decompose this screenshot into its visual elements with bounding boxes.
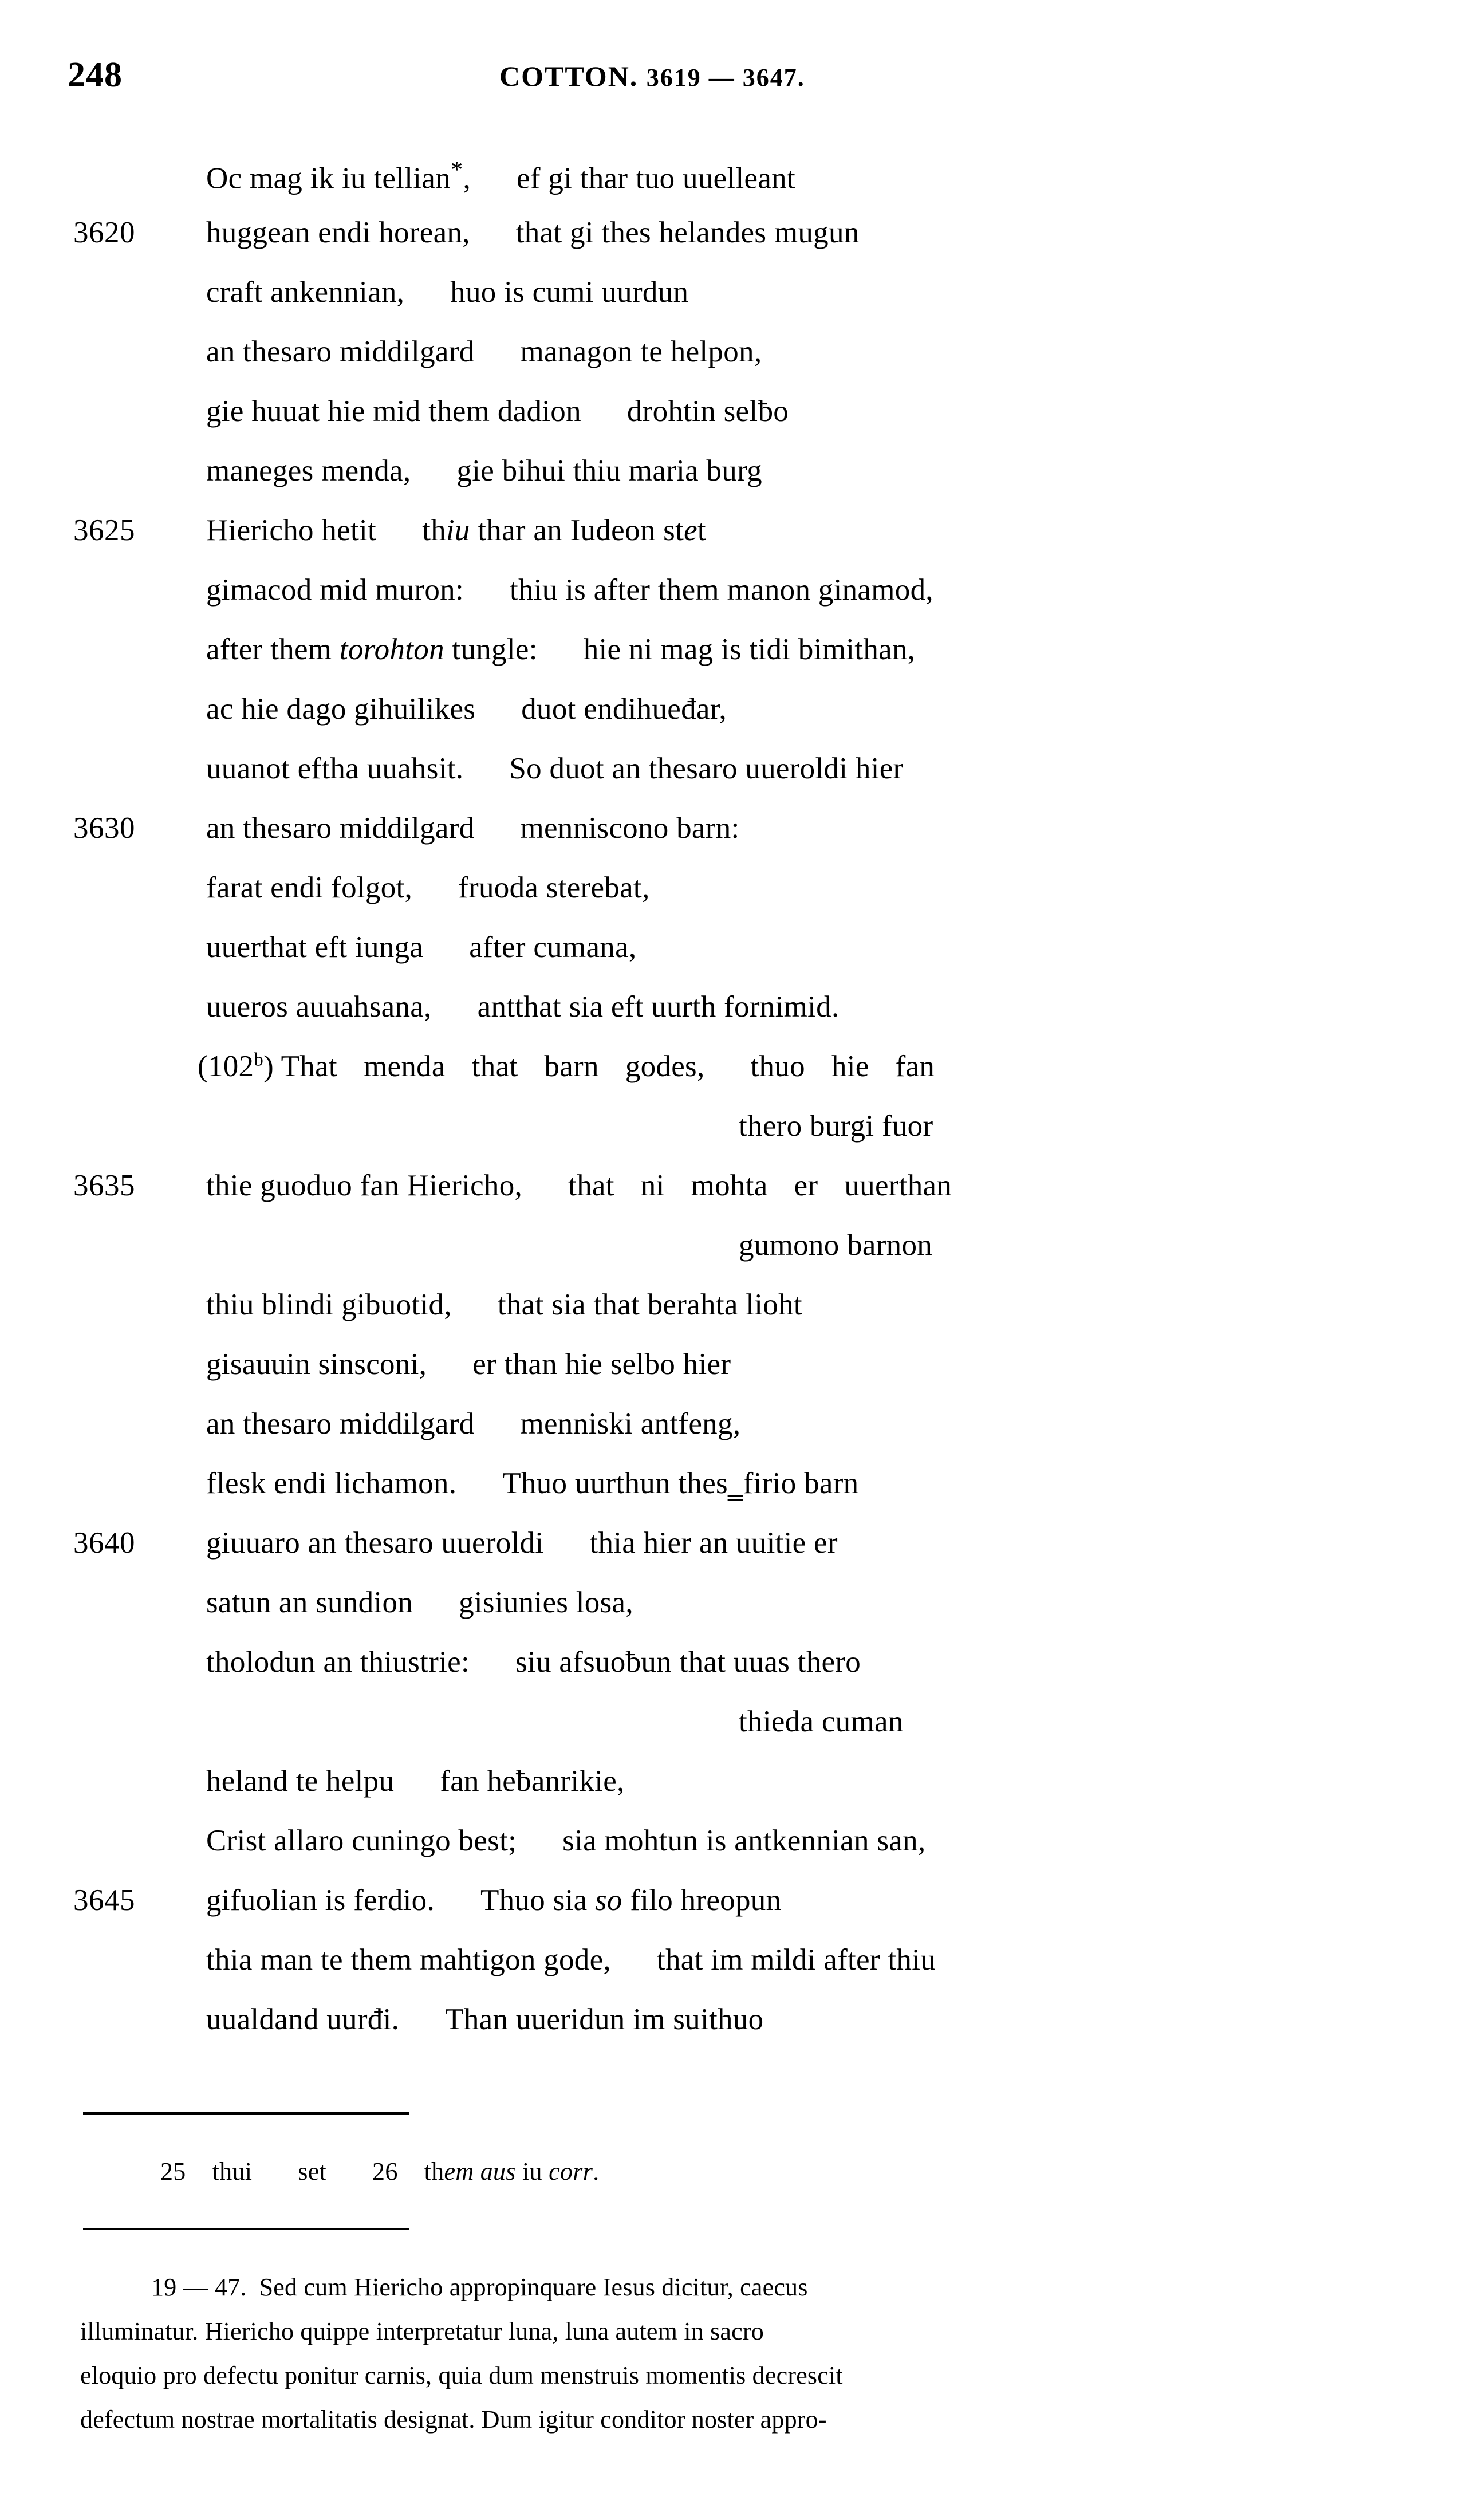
commentary-divider-rule	[83, 2228, 409, 2230]
verse-line-text	[739, 1704, 904, 1739]
verse-line	[0, 2002, 1466, 2062]
verse-line	[0, 1049, 1466, 1109]
verse-line-text	[206, 1764, 625, 1798]
verse-line-text	[206, 334, 762, 369]
running-head-line-range: 3619 — 3647.	[646, 64, 805, 92]
verse-line-number: 3625	[73, 514, 135, 547]
verse-line-text	[206, 1645, 861, 1679]
verse-text-run: So duot an thesaro uueroldi hier	[509, 752, 904, 785]
verse-text-run: that	[568, 1169, 614, 1202]
verse-line-text	[206, 513, 706, 548]
verse-line	[0, 1883, 1466, 1943]
latin-commentary	[80, 2265, 1392, 2442]
emphasis-text: iu	[446, 514, 470, 547]
verse-line	[0, 1109, 1466, 1168]
verse-line	[0, 632, 1466, 692]
verse-text-run: giuuaro an thesaro uueroldi	[206, 1526, 544, 1560]
verse-line-number: 3620	[73, 216, 135, 249]
verse-line	[0, 871, 1466, 930]
verse-line-number: 3635	[73, 1169, 135, 1202]
verse-text-run: thero burgi fuor	[739, 1109, 933, 1143]
verse-text-run: uuanot eftha uuahsit.	[206, 752, 464, 785]
verse-line-text	[206, 1347, 731, 1381]
verse-line-text	[206, 1287, 802, 1322]
verse-text-run: uuerthan	[844, 1169, 952, 1202]
verse-text-run: gie huuat hie mid them dadion	[206, 395, 581, 428]
verse-line	[0, 215, 1466, 275]
verse-line	[0, 334, 1466, 394]
verse-text-run: craft ankennian,	[206, 275, 405, 309]
verse-text-run: huo is cumi uurdun	[450, 275, 689, 309]
verse-text-run: thar an Iudeon st	[470, 514, 684, 547]
verse-line	[0, 573, 1466, 632]
verse-line	[0, 1645, 1466, 1704]
verse-text-run: fan	[895, 1050, 935, 1083]
verse-line	[0, 1824, 1466, 1883]
verse-text-run: ni	[640, 1169, 665, 1202]
verse-line-text	[206, 692, 727, 726]
verse-text-run: gie bihui thiu maria burg	[456, 454, 762, 487]
verse-text-run: flesk endi lichamon.	[206, 1467, 457, 1500]
verse-line	[0, 454, 1466, 513]
verse-text-run: that sia that berahta lioht	[497, 1288, 802, 1321]
verse-text-run: uueros auuahsana,	[206, 990, 432, 1023]
emphasis-text: e	[684, 514, 697, 547]
verse-text-run: thiu is after them manon ginamod,	[509, 573, 933, 607]
verse-text-run: an thesaro middilgard	[206, 812, 475, 845]
verse-line-text	[198, 1049, 935, 1084]
verse-text-run: huggean endi horean,	[206, 216, 470, 249]
verse-text-run: that im mildi after thiu	[656, 1943, 936, 1976]
verse-line-text	[206, 1943, 936, 1977]
verse-text-run: heland te helpu	[206, 1765, 395, 1798]
verse-line	[0, 751, 1466, 811]
verse-text-run: gifuolian is ferdio.	[206, 1884, 435, 1917]
verse-line-text	[206, 632, 915, 667]
running-head-title	[499, 60, 805, 93]
commentary-text-3: eloquio pro defectu ponitur carnis, quia dum menstruis momentis decrescit	[80, 2361, 843, 2389]
verse-line	[0, 513, 1466, 573]
commentary-text-1: Sed cum Hiericho appropinquare Iesus dicitur, caecus	[259, 2273, 808, 2301]
verse-text-run: that gi thes helandes mugun	[515, 216, 860, 249]
verse-text-run: thuo	[750, 1050, 805, 1083]
verse-line-text	[206, 1407, 740, 1441]
verse-text-run: godes,	[625, 1050, 705, 1083]
apparatus-note-2-lemma-prefix: th	[424, 2157, 444, 2186]
verse-line-text	[206, 573, 933, 607]
verse-text-run: gisiunies losa,	[459, 1586, 633, 1619]
verse-text-run: an thesaro middilgard	[206, 1407, 475, 1440]
footnote-asterisk: *	[450, 156, 463, 183]
verse-line	[0, 930, 1466, 990]
verse-text-run: menda	[363, 1050, 446, 1083]
verse-text-run: th	[422, 514, 446, 547]
commentary-line-4	[80, 2397, 1392, 2442]
verse-text-run: uuerthat eft iunga	[206, 931, 424, 964]
verse-line-text	[206, 1526, 838, 1560]
verse-text-run: drohtin selƀo	[626, 395, 789, 428]
apparatus-note-2-middle: iu	[515, 2157, 549, 2186]
verse-text-run: Oc mag ik iu tellian	[206, 162, 451, 195]
verse-line-text	[206, 811, 740, 845]
verse-text-run: after them	[206, 633, 340, 666]
apparatus-note-2-number: 26	[372, 2157, 398, 2186]
verse-line-text	[206, 990, 840, 1024]
verse-text-run: er	[794, 1169, 818, 1202]
verse-line-number: 3645	[73, 1884, 135, 1917]
verse-text-run: thia hier an uuitie er	[589, 1526, 838, 1560]
apparatus-note	[160, 2157, 599, 2186]
verse-text-run: thieda cuman	[739, 1705, 904, 1738]
verse-text-run: siu afsuoƀun that uuas thero	[515, 1645, 861, 1679]
verse-text-run: uualdand uurđi.	[206, 2003, 400, 2036]
apparatus-note-2-terminator: .	[593, 2157, 600, 2186]
verse-line-number: 3630	[73, 812, 135, 845]
verse-line	[0, 1407, 1466, 1466]
verse-text-run: antthat sia eft uurth fornimid.	[477, 990, 840, 1023]
verse-line-text	[206, 454, 762, 488]
verse-line-text	[206, 930, 636, 964]
verse-line	[0, 1943, 1466, 2002]
verse-text-run: ef gi thar tuo uuelleant	[517, 162, 795, 195]
verse-text-run: maneges menda,	[206, 454, 411, 487]
verse-line-text	[206, 1585, 633, 1620]
verse-block	[0, 156, 1466, 2062]
verse-line	[0, 1704, 1466, 1764]
apparatus-note-1-number: 25	[160, 2157, 186, 2186]
verse-line-text	[206, 156, 795, 196]
commentary-reference: 19 — 47.	[151, 2273, 247, 2301]
superscript-folio-side: b	[254, 1049, 264, 1070]
page-number: 248	[68, 56, 123, 94]
verse-text-run: Thuo uurthun thes‗firio barn	[502, 1467, 859, 1500]
verse-text-run: Thuo sia	[480, 1884, 595, 1917]
verse-text-run: that	[471, 1050, 518, 1083]
verse-line-text	[206, 394, 789, 428]
verse-line-text	[206, 2002, 763, 2037]
emphasis-text: torohton	[339, 633, 444, 666]
running-head	[0, 55, 1466, 101]
apparatus-note-2-abbrev: corr	[549, 2157, 593, 2186]
verse-text-run: ac hie dago gihuilikes	[206, 692, 476, 726]
verse-text-run: ,	[463, 162, 471, 195]
verse-line	[0, 1168, 1466, 1228]
commentary-line-1	[80, 2265, 1392, 2309]
verse-line	[0, 156, 1466, 215]
verse-text-run: er than hie selbo hier	[472, 1348, 731, 1381]
running-head-work-name: COTTON.	[499, 60, 639, 92]
apparatus-note-1-lemma: thui	[212, 2157, 253, 2186]
verse-text-run: after cumana,	[469, 931, 637, 964]
verse-text-run: farat endi folgot,	[206, 871, 413, 904]
verse-text-run: duot endihueđar,	[521, 692, 727, 726]
verse-line-text	[206, 1883, 781, 1917]
verse-line-text	[206, 751, 903, 786]
verse-text-run: sia mohtun is antkennian san,	[562, 1824, 926, 1857]
verse-line-text	[739, 1228, 932, 1262]
verse-text-run: fruoda sterebat,	[458, 871, 650, 904]
verse-line	[0, 811, 1466, 871]
verse-line-text	[206, 871, 650, 905]
verse-text-run: thie guoduo fan Hiericho,	[206, 1169, 523, 1202]
verse-line-text	[206, 215, 860, 250]
verse-text-run: gisauuin sinsconi,	[206, 1348, 427, 1381]
verse-text-run: Than uueridun im suithuo	[445, 2003, 764, 2036]
verse-text-run: tholodun an thiustrie:	[206, 1645, 470, 1679]
verse-line	[0, 1466, 1466, 1526]
verse-text-run: gimacod mid muron:	[206, 573, 464, 607]
verse-line	[0, 692, 1466, 751]
verse-line	[0, 394, 1466, 454]
verse-text-run: (102	[198, 1050, 254, 1083]
verse-line-text	[206, 275, 688, 309]
verse-line	[0, 1585, 1466, 1645]
verse-line	[0, 1287, 1466, 1347]
verse-line-text	[206, 1168, 952, 1203]
verse-text-run: ) That	[263, 1050, 337, 1083]
verse-line-text	[739, 1109, 933, 1143]
verse-text-run: Hiericho hetit	[206, 514, 377, 547]
emphasis-text: so	[594, 1884, 622, 1917]
verse-text-run: managon te helpon,	[520, 335, 762, 368]
verse-text-run: menniscono barn:	[520, 812, 740, 845]
apparatus-note-1-reading: set	[298, 2157, 327, 2186]
verse-text-run: mohta	[691, 1169, 768, 1202]
verse-line	[0, 1526, 1466, 1585]
verse-line-text	[206, 1824, 925, 1858]
verse-text-run: hie ni mag is tidi bimithan,	[583, 633, 916, 666]
commentary-line-2	[80, 2309, 1392, 2353]
commentary-text-2: illuminatur. Hiericho quippe interpretatur luna, luna autem in sacro	[80, 2317, 764, 2345]
verse-text-run: Crist allaro cuningo best;	[206, 1824, 517, 1857]
verse-line-number: 3640	[73, 1526, 135, 1560]
verse-text-run: tungle:	[444, 633, 538, 666]
verse-text-run: gumono barnon	[739, 1228, 933, 1262]
verse-text-run: fan heƀanrikie,	[440, 1765, 625, 1798]
commentary-text-4: defectum nostrae mortalitatis designat. Dum igitur conditor noster appro-	[80, 2405, 827, 2434]
verse-text-run: thiu blindi gibuotid,	[206, 1288, 452, 1321]
verse-text-run: hie	[831, 1050, 869, 1083]
verse-line	[0, 1347, 1466, 1407]
verse-text-run: thia man te them mahtigon gode,	[206, 1943, 611, 1976]
verse-text-run: an thesaro middilgard	[206, 335, 475, 368]
verse-line	[0, 990, 1466, 1049]
verse-text-run: filo hreopun	[622, 1884, 782, 1917]
verse-text-run: menniski antfeng,	[520, 1407, 741, 1440]
verse-line	[0, 1764, 1466, 1824]
verse-line-text	[206, 1466, 858, 1501]
verse-text-run: barn	[544, 1050, 599, 1083]
verse-text-run: satun an sundion	[206, 1586, 413, 1619]
verse-line	[0, 1228, 1466, 1287]
verse-line	[0, 275, 1466, 334]
verse-text-run: t	[697, 514, 706, 547]
apparatus-note-2-lemma-italic: em aus	[444, 2157, 516, 2186]
commentary-line-3	[80, 2353, 1392, 2397]
apparatus-divider-rule	[83, 2112, 409, 2115]
